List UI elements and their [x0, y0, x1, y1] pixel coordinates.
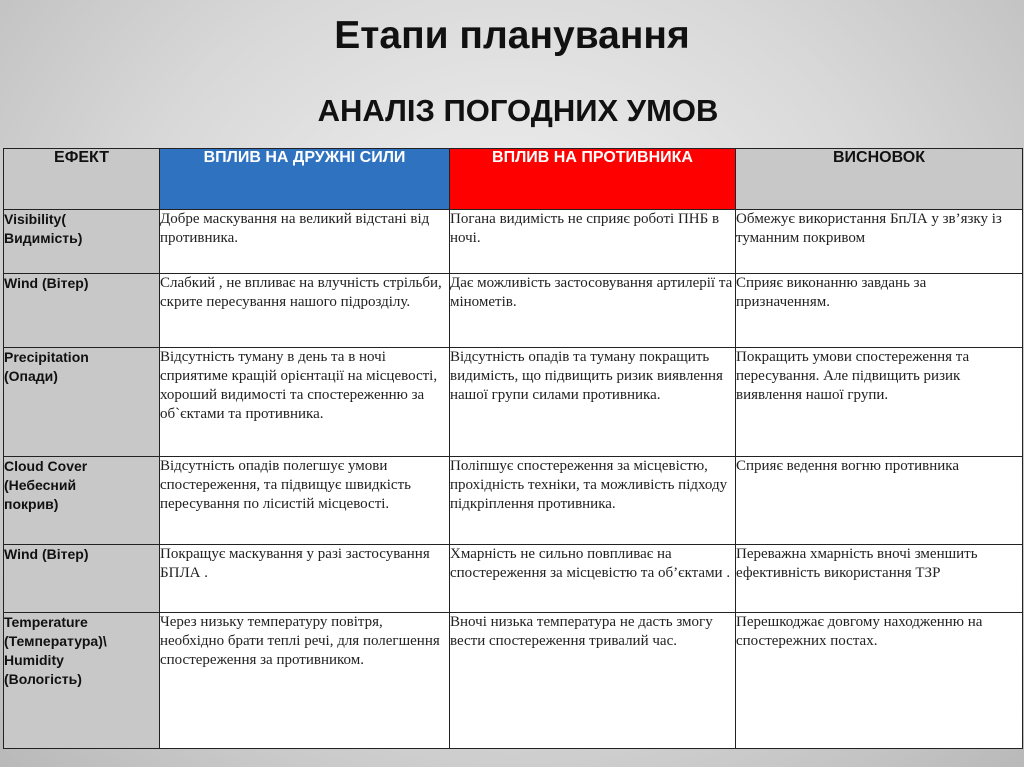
cell-enemy: Хмарність не сильно повпливає на спостереження за місцевістю та об’єктами .: [450, 545, 736, 613]
cell-conclusion: Перешкоджає довгому находженню на спостережних постах.: [736, 613, 1023, 749]
cell-friendly: Відсутність туману в день та в ночі сприятиме кращій орієнтації на місцевості, хороший видимості та спостереженню за об`єктами та противника.: [160, 348, 450, 457]
row-label-cloud-cover: Cloud Cover (Небесний покрив): [4, 457, 160, 545]
cell-conclusion: Обмежує використання БпЛА у зв’язку із туманним покривом: [736, 210, 1023, 274]
cell-friendly: Відсутність опадів полегшує умови спостереження, та підвищує швидкість пересування по лісистій місцевості.: [160, 457, 450, 545]
table-row: [4, 545, 1023, 613]
cell-enemy: Поліпшує спостереження за місцевістю, прохідність техніки, та можливість підходу підкріплення противника.: [450, 457, 736, 545]
cell-friendly: Слабкий , не впливає на влучність стрільби, скрите пересування нашого підрозділу.: [160, 274, 450, 348]
cell-conclusion: Покращить умови спостереження та пересування. Але підвищить ризик виявлення нашої групи.: [736, 348, 1023, 457]
cell-enemy: Погана видимість не сприяє роботі ПНБ в ночі.: [450, 210, 736, 274]
cell-enemy: Дає можливість застосовування артилерії та мінометів.: [450, 274, 736, 348]
table-row: [4, 613, 1023, 749]
cell-conclusion: Переважна хмарність вночі зменшить ефективність використання ТЗР: [736, 545, 1023, 613]
header-friendly-forces: ВПЛИВ НА ДРУЖНІ СИЛИ: [160, 149, 450, 210]
header-conclusion: ВИСНОВОК: [736, 149, 1023, 210]
table-row: [4, 210, 1023, 274]
table-row: [4, 274, 1023, 348]
row-label-precipitation: Precipitation (Опади): [4, 348, 160, 457]
header-enemy: ВПЛИВ НА ПРОТИВНИКА: [450, 149, 736, 210]
cell-conclusion: Сприяє виконанню завдань за призначенням.: [736, 274, 1023, 348]
cell-friendly: Добре маскування на великий відстані від противника.: [160, 210, 450, 274]
cell-enemy: Відсутність опадів та туману покращить видимість, що підвищить ризик виявлення нашої групи силами противника.: [450, 348, 736, 457]
cell-conclusion: Сприяє ведення вогню противника: [736, 457, 1023, 545]
row-label-wind: Wind (Вітер): [4, 545, 160, 613]
row-label-temperature-humidity: Temperature (Температура)\ Humidity (Вологість): [4, 613, 160, 749]
cell-friendly: Через низьку температуру повітря, необхідно брати теплі речі, для полегшення спостереження за противником.: [160, 613, 450, 749]
weather-analysis-table: [3, 148, 1023, 749]
page-subtitle: АНАЛІЗ ПОГОДНИХ УМОВ: [317, 93, 719, 128]
cell-enemy: Вночі низька температура не дасть змогу вести спостереження тривалий час.: [450, 613, 736, 749]
row-label-visibility: Visibility( Видимість): [4, 210, 160, 274]
table-row: [4, 348, 1023, 457]
table-row: [4, 457, 1023, 545]
page-title: Етапи планування: [334, 14, 690, 57]
cell-friendly: Покращує маскування у разі застосування БПЛА .: [160, 545, 450, 613]
table-header-row: [4, 149, 1023, 210]
row-label-wind: Wind (Вітер): [4, 274, 160, 348]
header-effect: ЕФЕКТ: [4, 149, 160, 210]
